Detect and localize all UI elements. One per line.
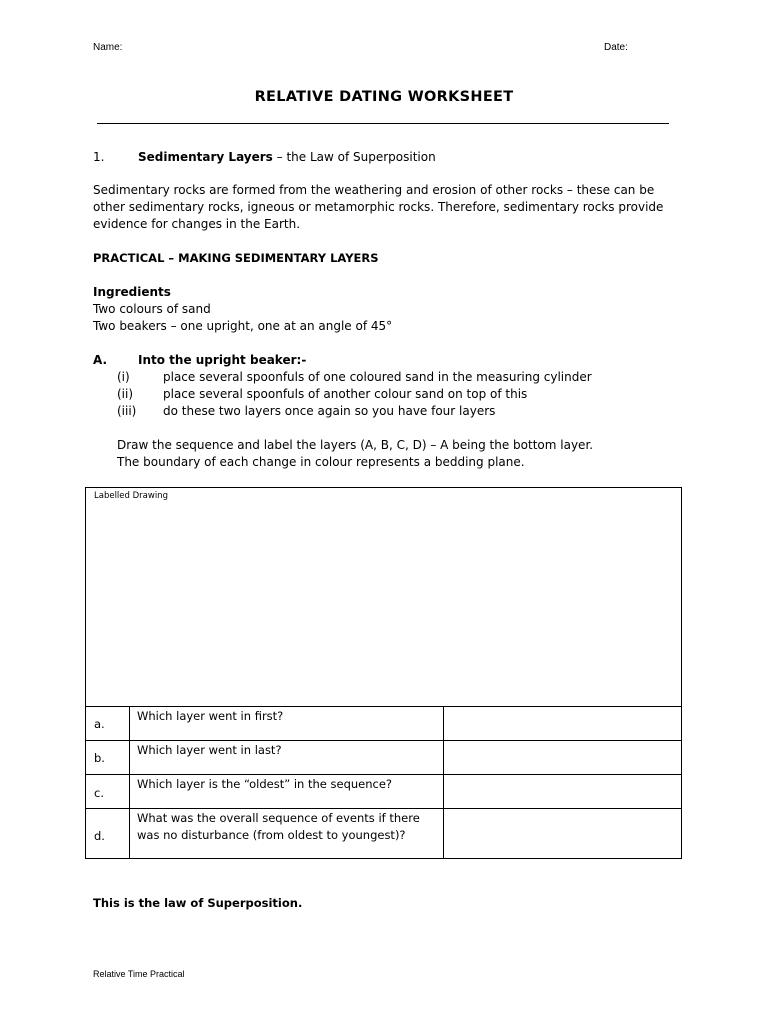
question-text: Which layer went in last? [137,743,282,757]
section-heading [138,150,436,164]
table-rule [86,706,681,707]
ingredient-item: Two colours of sand [93,302,211,316]
question-text: What was the overall sequence of events if there [137,811,420,825]
section-subheading: – the Law of Superposition [272,150,436,164]
table-rule [86,808,681,809]
date-label: Date: [604,42,628,53]
footer-text: Relative Time Practical [93,969,185,979]
drawing-answer-box [85,487,682,859]
table-col-rule [443,706,444,858]
step-number: (ii) [117,387,134,401]
step-text: place several spoonfuls of one coloured sand in the measuring cylinder [163,370,592,384]
worksheet-title: RELATIVE DATING WORKSHEET [254,89,514,105]
question-letter: b. [94,751,105,765]
table-col-rule [129,706,130,858]
section-heading-bold: Sedimentary Layers [138,150,273,164]
paragraph-line: other sedimentary rocks, igneous or metamorphic rocks. Therefore, sedimentary rocks provide [93,200,664,214]
practical-heading: PRACTICAL – MAKING SEDIMENTARY LAYERS [93,251,379,265]
part-a-heading: Into the upright beaker:- [138,353,307,367]
question-text: was no disturbance (from oldest to youngest)? [137,828,406,842]
question-letter: d. [94,829,105,843]
table-rule [86,740,681,741]
ingredient-item: Two beakers – one upright, one at an angle of 45° [93,319,393,333]
instruction-line: The boundary of each change in colour represents a bedding plane. [117,455,525,469]
paragraph-line: Sedimentary rocks are formed from the weathering and erosion of other rocks – these can be [93,183,655,197]
question-letter: c. [94,786,104,800]
drawing-area[interactable] [86,488,681,706]
table-rule [86,774,681,775]
name-label: Name: [93,42,123,53]
step-text: place several spoonfuls of another colour sand on top of this [163,387,528,401]
section-number: 1. [93,150,105,164]
question-letter: a. [94,717,105,731]
title-underline [97,123,669,124]
part-a-label: A. [93,353,108,367]
step-number: (i) [117,370,130,384]
drawing-box-label: Labelled Drawing [94,491,168,501]
paragraph-line: evidence for changes in the Earth. [93,217,301,231]
question-text: Which layer went in first? [137,709,284,723]
conclusion-text: This is the law of Superposition. [93,896,303,910]
question-text: Which layer is the “oldest” in the sequence? [137,777,393,791]
instruction-line: Draw the sequence and label the layers (A, B, C, D) – A being the bottom layer. [117,438,594,452]
intro-paragraph [93,182,663,233]
ingredients-heading: Ingredients [93,285,171,299]
step-number: (iii) [117,404,137,418]
step-text: do these two layers once again so you have four layers [163,404,496,418]
